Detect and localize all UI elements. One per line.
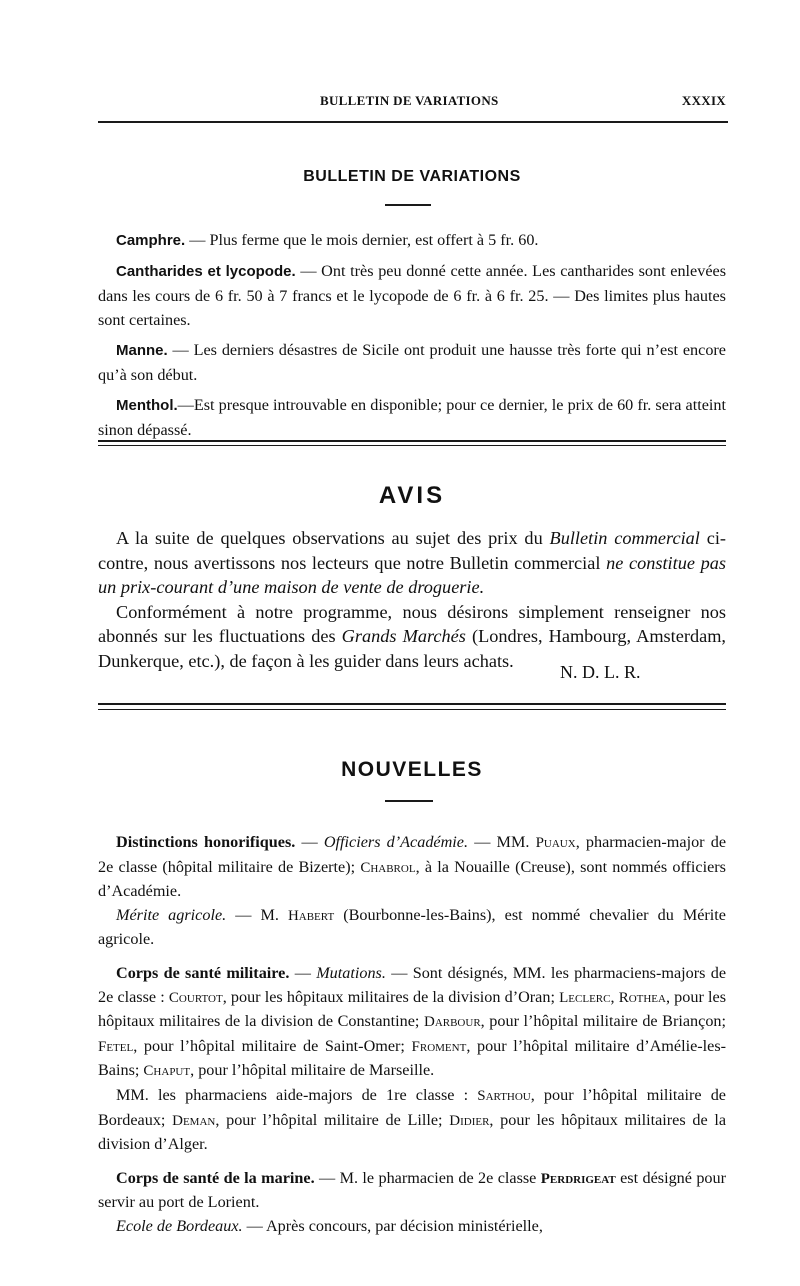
variations-heading: BULLETIN DE VARIATIONS [303,168,521,185]
entry-text: — Ont très peu donné cette année. Les cantharides sont enlevées dans les cours de 6 fr. 50 à 7 francs et le lycopode de 6 fr. à 6 fr. 25. — Des limites plus hautes sont certaines. [98,262,726,329]
entry-label: Cantharides et lycopode. [116,263,296,280]
person-name: Perdrigeat [540,1170,616,1187]
heading-short-rule [385,204,431,206]
section-double-rule-top [98,440,726,442]
section-double-rule-bottom [98,709,726,710]
news-text: (Bourbonne-les-Bains), est nommé chevalier du Mérite agricole. [98,905,726,949]
running-header [98,93,726,113]
news-distinctions [98,831,726,904]
avis-text: A la suite de quelques observations au sujet des prix du [116,528,550,548]
news-text: — M. [226,905,288,924]
variations-section [98,228,726,442]
avis-italic: Bulletin commercial [549,528,700,548]
entry-text: — Les derniers désastres de Sicile ont produit une hausse très forte qui n’est encore qu’à son début. [98,341,726,384]
page-number: XXXIX [681,93,726,108]
news-text: , [610,987,619,1006]
news-text: , pour l’hôpital militaire de Lille; [215,1110,450,1129]
news-sante-militaire [98,962,726,1084]
news-text: MM. les pharmaciens aide-majors de 1re classe : [116,1085,478,1104]
person-name: Froment [411,1038,467,1055]
entry-label: Menthol. [116,397,178,414]
section-double-rule-top [98,703,726,705]
person-name: Puaux [535,835,576,851]
news-label: Distinctions honorifiques. [116,833,296,851]
news-text: est désigné pour servir au port de Lorient. [98,1168,726,1212]
person-name: Darbour [423,1014,481,1031]
person-name: Didier [449,1112,490,1129]
person-name: Leclerc [559,989,611,1006]
avis-section [98,526,726,673]
person-name: Sarthou [477,1087,531,1104]
person-name: Chabrol [360,859,416,876]
news-text: — [289,963,317,982]
news-text: , à la Nouaille (Creuse), sont nommés officiers d’Académie. [98,857,726,901]
avis-text: ci-contre, nous avertissons nos lecteurs que notre Bulletin commercial [98,528,726,573]
person-name: Rothea [618,989,666,1006]
news-text: , pour l’hôpital militaire de Saint-Omer; [133,1036,412,1055]
news-text: — Sont désignés, MM. les pharmaciens-majors de 2e classe : [98,963,727,1006]
news-label: Corps de santé militaire. [116,963,290,982]
news-aide-majors [98,1084,726,1157]
spacer [98,952,726,962]
news-text: — MM. [468,833,536,851]
running-header-title: BULLETIN DE VARIATIONS [320,93,499,108]
nouvelles-heading: NOUVELLES [341,758,483,781]
entry-text: — Plus ferme que le mois dernier, est offert à 5 fr. 60. [185,231,539,249]
news-text: , pour l’hôpital militaire de Bordeaux; [98,1085,726,1129]
entry-cantharides [98,259,726,332]
avis-paragraph-1 [98,526,726,600]
spacer [98,1157,726,1167]
header-rule [98,121,728,123]
person-name: Habert [287,907,335,924]
section-double-rule-bottom [98,445,726,446]
entry-label: Camphre. [116,232,186,249]
news-text: , pour les hôpitaux militaires de la division de Constantine; [98,987,726,1031]
person-name: Deman [172,1112,216,1129]
person-name: Fetel [98,1038,134,1055]
news-ecole-bordeaux [98,1215,726,1239]
news-merite [98,904,726,952]
entry-menthol [98,393,726,442]
avis-italic: ne constitue pas un prix-courant d’une maison de vente de droguerie. [98,552,726,597]
entry-manne [98,338,726,387]
news-text: , pour les hôpitaux militaires de la division d’Oran; [222,987,560,1006]
avis-text: Conformément à notre programme, nous désirons simplement renseigner nos abonnés sur les fluctuations des [98,601,726,646]
entry-label: Manne. [116,342,168,359]
entry-camphre [98,228,726,253]
person-name: Chaput [143,1063,191,1080]
news-text: — [295,833,324,851]
nouvelles-section [98,831,726,1239]
news-text: , pour l’hôpital militaire de Briançon; [480,1012,727,1031]
news-text: , pour les hôpitaux militaires de la division d’Alger. [98,1110,727,1154]
news-text: — M. le pharmacien de 2e classe [314,1168,541,1187]
avis-italic: Grands Marchés [341,626,466,646]
heading-short-rule [385,800,433,802]
news-text: , pour l’hôpital militaire de Marseille. [190,1061,435,1080]
person-name: Courtot [168,989,223,1006]
entry-text: —Est presque introuvable en disponible; pour ce dernier, le prix de 60 fr. sera atteint sinon dépassé. [98,396,726,439]
news-label: Corps de santé de la marine. [116,1168,315,1187]
news-italic: Officiers d’Académie. [323,833,469,851]
news-text: , pharmacien-major de 2e classe (hôpital militaire de Bizerte); [98,833,726,876]
avis-text: (Londres, Hambourg, Amsterdam, Dunkerque, etc.), de façon à les guider dans leurs achats. [98,626,726,671]
news-sante-marine [98,1167,726,1215]
avis-heading: AVIS [378,482,446,509]
news-italic: Mérite agricole. [116,905,227,924]
news-text: — Après concours, par décision ministérielle, [242,1216,543,1235]
news-italic: Mutations. [316,963,386,982]
news-text: , pour l’hôpital militaire d’Amélie-les-Bains; [98,1036,727,1080]
news-italic: Ecole de Bordeaux. [116,1216,243,1235]
avis-signature: N. D. L. R. [560,662,641,682]
